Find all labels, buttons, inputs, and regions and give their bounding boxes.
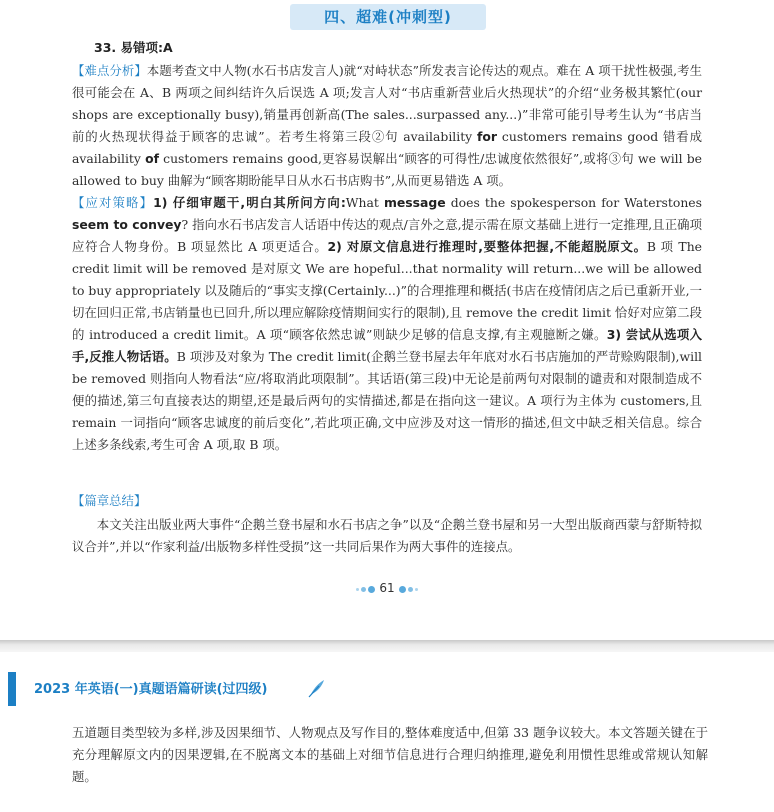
strategy-step1: 1) 仔细审题干,明白其所问方向: bbox=[153, 195, 346, 210]
difficulty-text-2: customers remains good 错看成 availability bbox=[72, 129, 702, 166]
strategy-s1d: seem to convey bbox=[72, 217, 182, 232]
difficulty-text: 本题考查文中人物(水石书店发言人)就“对峙状态”所发表言论传达的观点。难在 A 项干扰性极强,考生很可能会在 A、B 两项之间纠结许久后误选 A 项;发言人对“书店重新营业后火热现状”的介绍“业务极其繁忙(our shops are exceptionally busy),销量再创新高(The sales...surpassed any...)”非常可能引导考生认为“书店当前的火热现状得益于顾客的忠诚”。若考生将第三段②句 availability bbox=[72, 63, 702, 144]
feather-icon bbox=[307, 678, 327, 698]
page-number bbox=[337, 578, 437, 598]
strategy-s1b: message bbox=[383, 195, 446, 210]
page-number-value: 61 bbox=[379, 581, 395, 595]
strategy-paragraph bbox=[72, 192, 702, 456]
page2-intro-text: 五道题目类型较为多样,涉及因果细节、人物观点及写作目的,整体难度适中,但第 33 题争议较大。本文答题关键在于充分理解原文内的因果逻辑,在不脱离文本的基础上对细节信息进行合理归纳推理,避免利用惯性思维或常规认知解题。 bbox=[72, 725, 708, 784]
summary-text: 本文关注出版业两大事件“企鹅兰登书屋和水石书店之争”以及“企鹅兰登书屋和另一大型出版商西蒙与舒斯特拟议合并”,并以“作家利益/出版物多样性受损”这一共同后果作为两大事件的连接点。 bbox=[72, 517, 702, 554]
difficulty-bold-of: of bbox=[145, 151, 159, 166]
strategy-step3: 3) 尝试从选项入手,反推人物话语。 bbox=[72, 327, 702, 364]
difficulty-analysis-paragraph bbox=[72, 60, 702, 192]
page-divider bbox=[0, 640, 774, 652]
summary-tag: 【篇章总结】 bbox=[72, 493, 147, 508]
page2-title: 2023 年英语(一)真题语篇研读(过四级) bbox=[34, 682, 268, 697]
section-header: 四、超难(冲刺型) bbox=[290, 4, 486, 30]
strategy-tag: 【应对策略】 bbox=[72, 195, 154, 210]
strategy-s1e: ? 指向水石书店发言人话语中传达的观点/言外之意,提示需在原文基础上进行一定推理,且正确项应符合人物身份。B 项显然比 A 项更适合。 bbox=[72, 217, 702, 254]
strategy-step2: 2) 对原文信息进行推理时,要整体把握,不能超脱原文。 bbox=[327, 239, 647, 254]
strategy-s1a: What bbox=[345, 195, 384, 210]
title-accent-bar bbox=[8, 672, 16, 706]
difficulty-tag: 【难点分析】 bbox=[72, 63, 147, 78]
right-dots-decoration bbox=[398, 579, 419, 599]
question-label: 33. 易错项:A bbox=[94, 40, 173, 55]
strategy-s3: B 项涉及对象为 The credit limit(企鹅兰登书屋去年年底对水石书店施加的严苛赊购限制),will be removed 则指向人物看法“应/将取消此项限制”。其话语(第三段)中无论是前两句对限制的谴责和对限制造成不便的描述,第三句直接表达的期望,还是最后两句的实情描述,都是在指向这一建议。A 项行为主体为 customers,且 remain 一词指向“顾客忠诚度的前后变化”,若此项正确,文中应涉及对这一情形的描述,但文中缺乏相关信息。综合上述多条线索,考生可舍 A 项,取 B 项。 bbox=[72, 349, 702, 452]
difficulty-bold-for: for bbox=[477, 129, 498, 144]
strategy-s2: B 项 The credit limit will be removed 是对原文 We are hopeful...that normality will return...we will be allowed to buy appropriately 以及随后的“事实支撑(Certainly...)”的合理推理和概括(书店在疫情闭店之后已重新开业,一切在回归正常,书店销量也已回升,所以理应解除疫情期间实行的限制),且 remove the credit limit 恰好对应第二段的 introduced a credit limit。A 项“顾客依然忠诚”则缺少足够的信息支撑,有主观臆断之嫌。 bbox=[72, 239, 703, 342]
difficulty-text-3: customers remains good,更容易误解出“顾客的可得性/忠诚度依然很好”,或将③句 we will be allowed to buy 曲解为“顾客期盼能早日从水石书店购书”,从而更易错选 A 项。 bbox=[72, 151, 703, 188]
strategy-s1c: does the spokesperson for Waterstones bbox=[445, 195, 703, 210]
left-dots-decoration bbox=[355, 579, 376, 599]
